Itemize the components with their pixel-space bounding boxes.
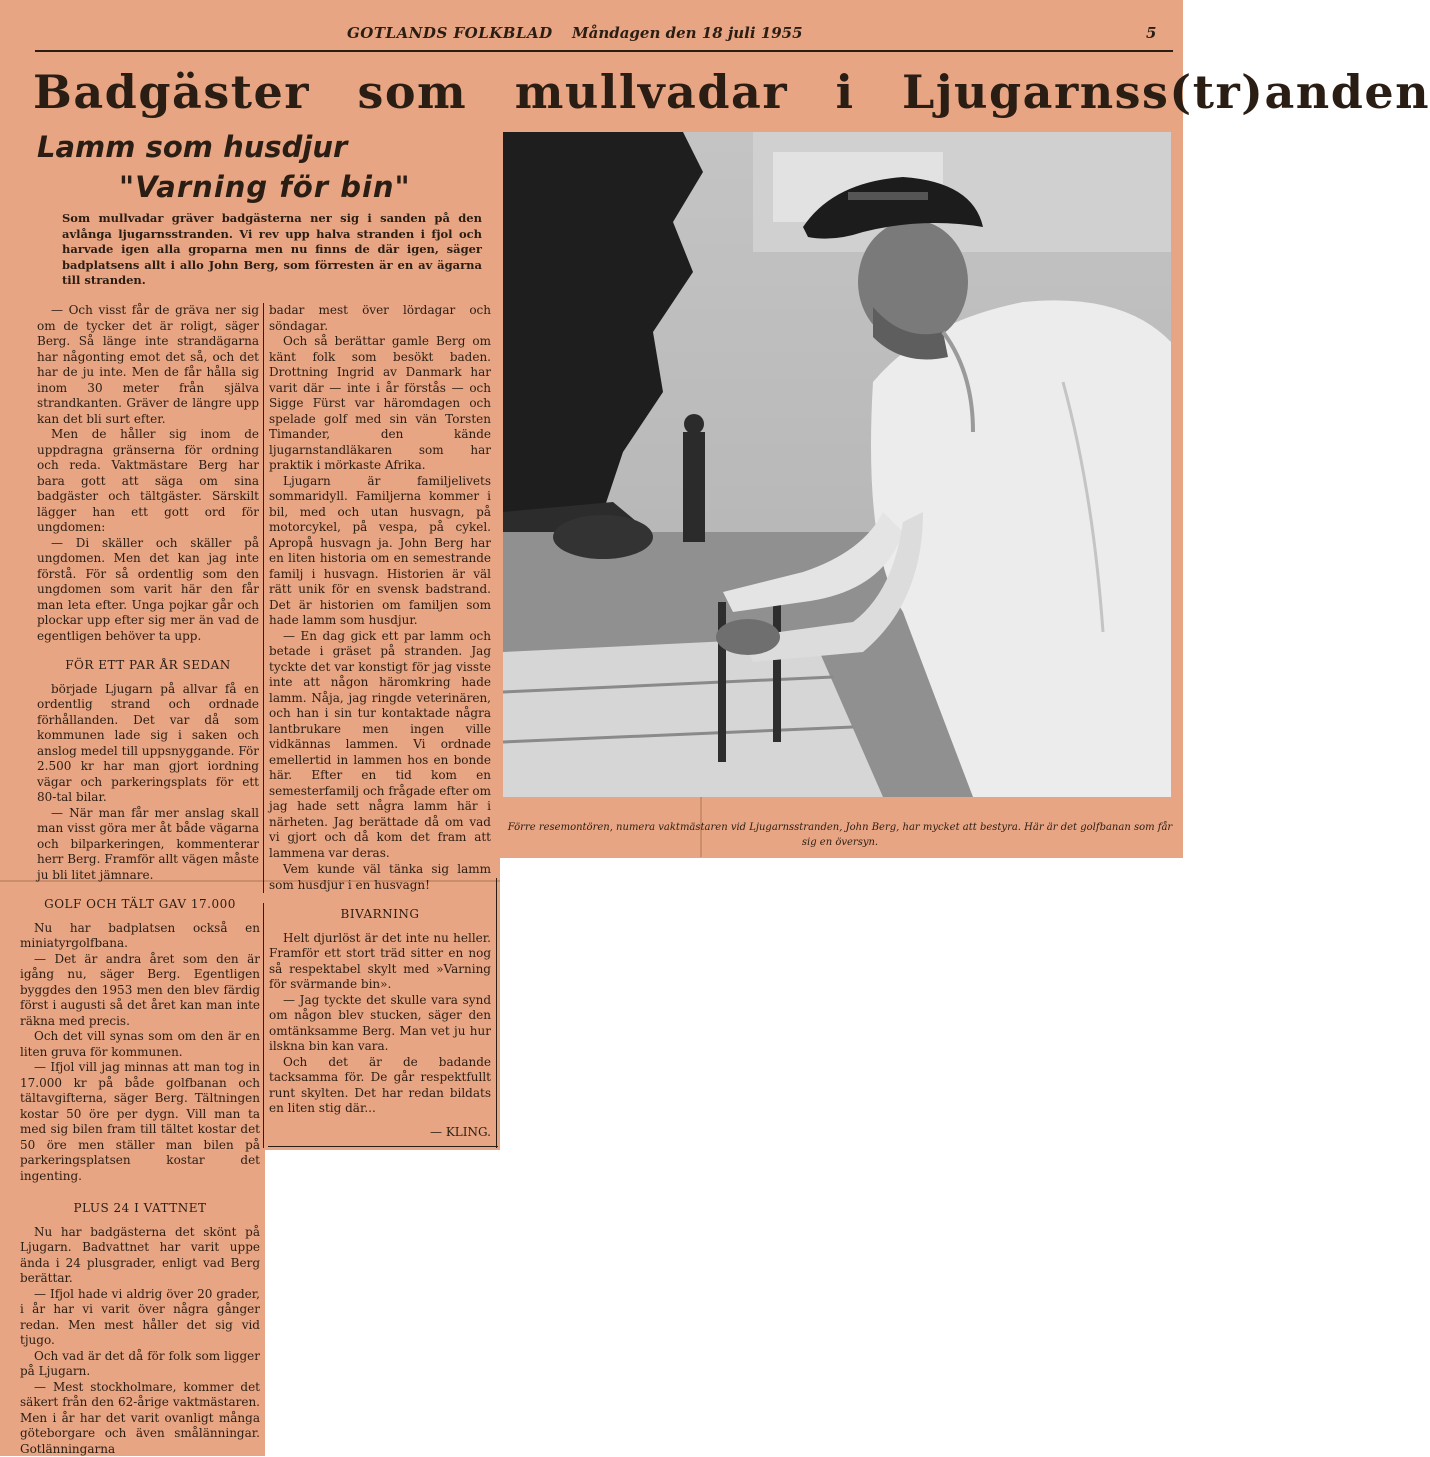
paragraph: — Mest stockholmare, kommer det säkert från den 62-årige vaktmästaren. Men i år har det varit ovanligt många göteborgare och även smålänningar. Gotlänningarna <box>20 1380 260 1457</box>
photo-illustration <box>503 132 1171 797</box>
paragraph: Och det vill synas som om den är en liten gruva för kommunen. <box>20 1029 260 1060</box>
paragraph: — Di skäller och skäller på ungdomen. Men det kan jag inte förstå. För så ordentlig som den ungdomen som varit här den får man leta efter. Unga pojkar går och plockar upp efter sig mer än vad de egentligen behöver ta upp. <box>37 536 259 645</box>
paragraph: — Ifjol vill jag minnas att man tog in 17.000 kr på både golfbanan och tältavgifterna, säger Berg. Tältningen kostar 50 öre per dygn. Vill man ta med sig bilen fram till tältet kostar det 50 öre men ställer man bilen på parkeringsplatsen kostar det ingenting. <box>20 1060 260 1184</box>
section-subhead: GOLF OCH TÄLT GAV 17.000 <box>20 897 260 913</box>
masthead-rule <box>35 50 1173 52</box>
masthead <box>0 22 1183 46</box>
section-subhead: BIVARNING <box>269 907 491 923</box>
paragraph: började Ljugarn på allvar få en ordentlig strand och ordnade förhållanden. Det var då som kommunen lade sig i saken och anslog medel till uppsnyggande. För 2.500 kr har man gjort iordning vägar och parkeringsplats för ett 80-tal bilar. <box>37 682 259 806</box>
article-column-a <box>37 303 259 883</box>
lead-paragraph: Som mullvadar gräver badgästerna ner sig i sanden på den avlånga ljugarnsstranden. Vi rev upp halva stranden i fjol och harvade igen alla groparna men nu finns de där igen, säger badplatsens allt i allo John Berg, som förresten är en av ägarna till stranden. <box>62 211 482 289</box>
paragraph: Vem kunde väl tänka sig lamm som husdjur i en husvagn! <box>269 862 491 893</box>
paragraph: — Det är andra året som den är igång nu, säger Berg. Egentligen byggdes den 1953 men den blev färdig först i augusti så det året kan man inte räkna med precis. <box>20 952 260 1030</box>
paragraph: Nu har badplatsen också en miniatyrgolfbana. <box>20 921 260 952</box>
column-divider <box>263 303 264 893</box>
masthead-paper-name: GOTLANDS FOLKBLAD <box>347 24 553 42</box>
masthead-page-number: 5 <box>1146 24 1156 42</box>
masthead-date: Måndagen den 18 juli 1955 <box>572 24 803 42</box>
paragraph: Och så berättar gamle Berg om känt folk som besökt baden. Drottning Ingrid av Danmark har varit där — inte i år förstås — och Sigge Fürst var häromdagen och spelade golf med sin vän Torsten Timander, den kände ljugarnstandläkaren som har praktik i mörkaste Afrika. <box>269 334 491 474</box>
paragraph: — Och visst får de gräva ner sig om de tycker det är roligt, säger Berg. Så länge inte strandägarna har någonting emot det så, och det har de ju inte. Men de får hålla sig inom 30 meter från själva strandkanten. Gräver de längre upp kan det bli surt efter. <box>37 303 259 427</box>
paragraph: Ljugarn är familjelivets sommaridyll. Familjerna kommer i bil, med och utan husvagn, på motorcykel, på vespa, på cykel. Apropå husvagn ja. John Berg har en liten historia om en semestrande familj i husvagn. Historien är väl rätt unik för en svensk badstrand. Det är historien om familjen som hade lamm som husdjur. <box>269 474 491 629</box>
column-divider-lower <box>263 903 264 1148</box>
article-column-a3 <box>20 1201 260 1457</box>
paragraph: — När man får mer anslag skall man visst göra mer åt både vägarna och bilparkeringen, kommenterar herr Berg. Framför allt vägen måste ju bli litet jämnare. <box>37 806 259 884</box>
paragraph: Och vad är det då för folk som ligger på Ljugarn. <box>20 1349 260 1380</box>
photo-caption: Förre resemontören, numera vaktmästaren vid Ljugarnsstranden, John Berg, har mycket att bestyra. Här är det golfbanan som får sig en översyn. <box>505 820 1175 850</box>
paragraph: Helt djurlöst är det inte nu heller. Framför ett stort träd sitter en nog så respektabel skylt med »Varning för svärmande bin». <box>269 931 491 993</box>
byline-signature: — KLING. <box>269 1125 491 1141</box>
paragraph: Och det är de badande tacksamma för. De går respektfullt runt skylten. Det har redan bildats en liten stig där... <box>269 1055 491 1117</box>
article-column-b2 <box>269 862 491 1140</box>
article-column-b <box>269 303 491 861</box>
paragraph: Men de håller sig inom de uppdragna gränserna för ordning och reda. Vaktmästare Berg har bara gott att säga om sina badgäster och tältgäster. Särskilt lägger han ett gott ord för ungdomen: <box>37 427 259 536</box>
subhead-1: Lamm som husdjur <box>37 130 347 164</box>
paragraph: — En dag gick ett par lamm och betade i gräset på stranden. Jag tyckte det var konstigt för jag visste inte att någon häromkring hade lamm. Nåja, jag ringde veterinären, och han i sin tur kontaktade några lantbrukare men ingen ville vidkännas lammen. Vi ordnade emellertid in lammen hos en bonde här. Efter en tid kom en semesterfamilj och frågade efter om jag hade sett några lamm här i närheten. Jag berättade då om vad vi gjort och då kom det fram att lammena var deras. <box>269 629 491 862</box>
subhead-2: "Varning för bin" <box>119 170 411 204</box>
article-column-a2 <box>20 883 260 1184</box>
section-subhead: PLUS 24 I VATTNET <box>20 1201 260 1217</box>
paragraph: — Jag tyckte det skulle vara synd om någon blev stucken, säger den omtänksamme Berg. Man vet ju hur ilskna bin kan vara. <box>269 993 491 1055</box>
column-divider-right <box>496 878 497 1148</box>
paragraph: badar mest över lördagar och söndagar. <box>269 303 491 334</box>
section-subhead: FÖR ETT PAR ÅR SEDAN <box>37 658 259 674</box>
paragraph: — Ifjol hade vi aldrig över 20 grader, i år har vi varit över några gånger redan. Men mest håller det sig vid tjugo. <box>20 1287 260 1349</box>
news-photo <box>503 132 1171 797</box>
headline: Badgäster som mullvadar i Ljugarnss(tr)anden <box>33 66 1178 118</box>
paragraph: Nu har badgästerna det skönt på Ljugarn. Badvattnet har varit uppe ända i 24 plusgrader, enligt vad Berg berättar. <box>20 1225 260 1287</box>
column-end-rule <box>268 1146 498 1147</box>
